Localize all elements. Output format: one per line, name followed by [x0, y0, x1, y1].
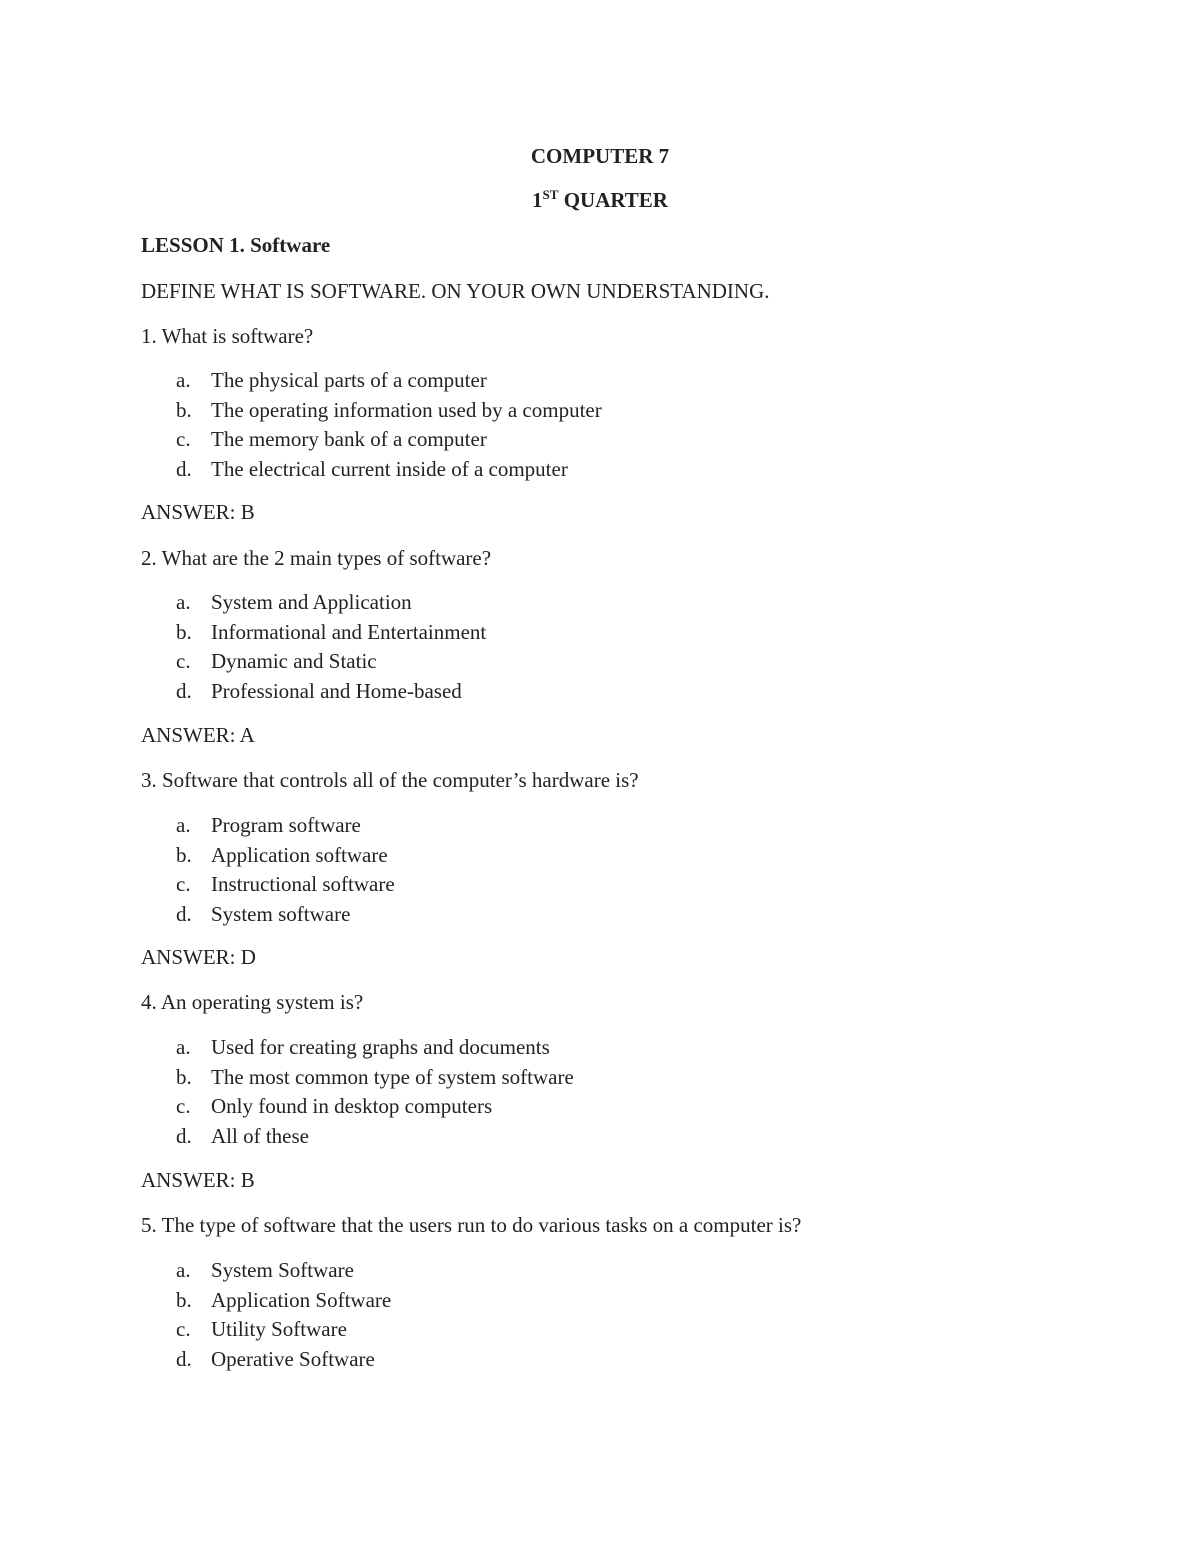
- option-c: [176, 874, 395, 904]
- option-letter: b.: [176, 397, 192, 422]
- lesson-heading: LESSON 1. Software: [141, 233, 331, 257]
- question-1-options: [176, 370, 602, 488]
- option-d: [176, 1346, 391, 1379]
- option-b: [176, 619, 487, 652]
- question-text: 2. What are the 2 main types of software?: [141, 546, 492, 570]
- option-text: All of these: [211, 1123, 309, 1148]
- option-letter: c.: [176, 427, 191, 451]
- option-d: [176, 901, 395, 934]
- option-letter: b.: [176, 1287, 192, 1312]
- option-c: [176, 1319, 391, 1349]
- instruction-text: DEFINE WHAT IS SOFTWARE. ON YOUR OWN UNDERSTANDING.: [141, 279, 770, 303]
- option-text: Application Software: [211, 1287, 392, 1312]
- option-text: Informational and Entertainment: [211, 619, 487, 644]
- option-text: The operating information used by a computer: [211, 397, 602, 422]
- option-b: [176, 397, 602, 430]
- option-letter: b.: [176, 619, 192, 644]
- option-letter: d.: [176, 678, 192, 703]
- option-d: [176, 678, 486, 711]
- option-text: The electrical current inside of a computer: [211, 456, 568, 481]
- option-text: Instructional software: [211, 872, 395, 896]
- quarter-heading: [0, 187, 1200, 212]
- option-text: Dynamic and Static: [211, 649, 377, 673]
- option-letter: c.: [176, 649, 191, 673]
- option-d: [176, 1123, 574, 1156]
- option-text: Used for creating graphs and documents: [211, 1035, 550, 1059]
- option-a: [176, 1260, 391, 1290]
- option-text: The memory bank of a computer: [211, 427, 487, 451]
- option-d: [176, 456, 602, 489]
- option-letter: b.: [176, 842, 192, 867]
- question-text: 1. What is software?: [141, 324, 314, 348]
- option-text: System Software: [211, 1258, 354, 1282]
- answer-2: ANSWER: A: [141, 723, 255, 747]
- answer-1: ANSWER: B: [141, 500, 255, 524]
- option-letter: b.: [176, 1064, 192, 1089]
- option-b: [176, 1287, 392, 1320]
- option-c: [176, 1096, 574, 1126]
- option-letter: d.: [176, 901, 192, 926]
- question-2: [141, 548, 1141, 569]
- option-b: [176, 1064, 574, 1097]
- option-a: [176, 815, 395, 845]
- question-1: [141, 326, 1141, 347]
- option-text: The physical parts of a computer: [211, 368, 487, 392]
- question-5-options: [176, 1260, 391, 1378]
- question-4: [141, 992, 1141, 1013]
- quarter-number: 1: [532, 188, 543, 212]
- option-letter: a.: [176, 1035, 191, 1059]
- quarter-label: QUARTER: [563, 188, 668, 212]
- option-letter: a.: [176, 590, 191, 614]
- document-title: COMPUTER 7: [530, 144, 670, 168]
- option-letter: a.: [176, 368, 191, 392]
- answer-4: ANSWER: B: [141, 1168, 255, 1192]
- option-text: Operative Software: [211, 1346, 375, 1371]
- option-letter: a.: [176, 813, 191, 837]
- question-4-options: [176, 1037, 574, 1155]
- option-text: Professional and Home-based: [211, 678, 462, 703]
- option-letter: c.: [176, 872, 191, 896]
- option-letter: c.: [176, 1094, 191, 1118]
- option-text: Application software: [211, 842, 388, 867]
- question-5: [141, 1215, 1141, 1236]
- option-a: [176, 370, 602, 400]
- quarter-superscript: ST: [542, 187, 559, 202]
- question-text: 3. Software that controls all of the computer’s hardware is?: [141, 768, 639, 792]
- option-letter: d.: [176, 1346, 192, 1371]
- option-text: System software: [211, 901, 351, 926]
- option-text: Program software: [211, 813, 361, 837]
- option-c: [176, 651, 486, 681]
- option-a: [176, 592, 486, 622]
- question-2-options: [176, 592, 486, 710]
- option-text: System and Application: [211, 590, 412, 614]
- option-c: [176, 429, 602, 459]
- option-a: [176, 1037, 574, 1067]
- option-text: The most common type of system software: [211, 1064, 574, 1089]
- option-letter: c.: [176, 1317, 191, 1341]
- option-b: [176, 842, 395, 875]
- option-text: Only found in desktop computers: [211, 1094, 493, 1118]
- option-letter: a.: [176, 1258, 191, 1282]
- question-3: [141, 770, 1141, 791]
- option-letter: d.: [176, 456, 192, 481]
- option-text: Utility Software: [211, 1317, 347, 1341]
- answer-3: ANSWER: D: [141, 945, 256, 969]
- question-3-options: [176, 815, 395, 933]
- question-text: 5. The type of software that the users run to do various tasks on a computer is?: [141, 1213, 802, 1237]
- option-letter: d.: [176, 1123, 192, 1148]
- question-text: 4. An operating system is?: [141, 990, 364, 1014]
